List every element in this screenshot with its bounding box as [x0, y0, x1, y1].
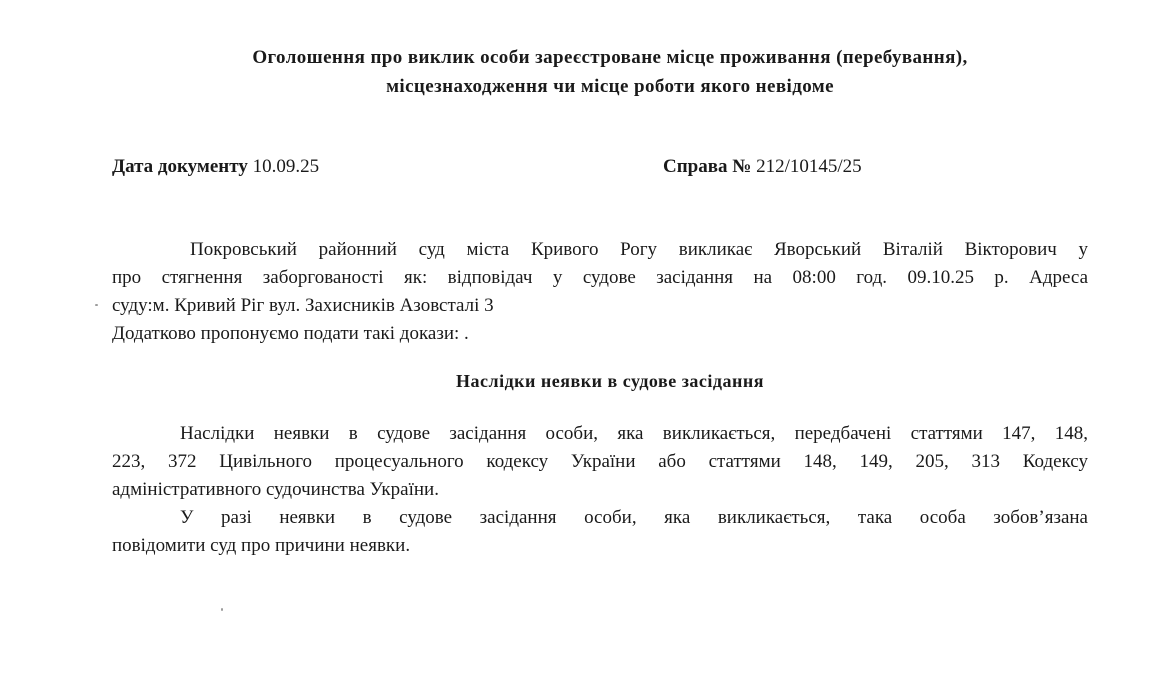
obligation-line-2: повідомити суд про причини неявки. — [112, 535, 411, 556]
document-date-value: 10.09.25 — [252, 156, 320, 177]
summons-paragraph — [112, 236, 1088, 348]
case-number — [663, 154, 862, 180]
obligation-line-1: У разі неявки в судове засідання особи, яка викликається, така особа зобов’язана — [180, 507, 1088, 528]
consequences-line-1: Наслідки неявки в судове засідання особи, яка викликається, передбачені статтями 147, 148, — [180, 423, 1088, 444]
case-number-label: Справа № — [663, 156, 752, 177]
summons-line-1: Покровський районний суд міста Кривого Рогу викликає Яворський Віталій Вікторович у — [190, 239, 1088, 260]
summons-line-2: про стягнення заборгованості як: відповідач у судове засідання на 08:00 год. 09.10.25 р. Адреса — [112, 267, 1088, 288]
summons-line-3: суду:м. Кривий Ріг вул. Захисників Азовсталі 3 — [112, 295, 494, 316]
document-date — [112, 154, 319, 180]
scan-speck — [221, 608, 223, 611]
consequences-heading: Наслідки неявки в судове засідання — [455, 371, 764, 391]
consequences-paragraph — [112, 420, 1088, 560]
document-title-line-2: місцезнаходження чи місце роботи якого невідоме — [386, 76, 834, 97]
document-date-label: Дата документу — [112, 156, 248, 177]
consequences-line-2: 223, 372 Цивільного процесуального кодексу України або статтями 148, 149, 205, 313 Кодексу — [112, 451, 1088, 472]
case-number-value: 212/10145/25 — [756, 156, 862, 177]
scan-speck — [95, 304, 98, 306]
consequences-line-3: адміністративного судочинства України. — [112, 479, 439, 500]
summons-line-4: Додатково пропонуємо подати такі докази: . — [112, 323, 469, 344]
document-title-line-1: Оголошення про виклик особи зареєстроване місце проживання (перебування), — [252, 47, 968, 68]
